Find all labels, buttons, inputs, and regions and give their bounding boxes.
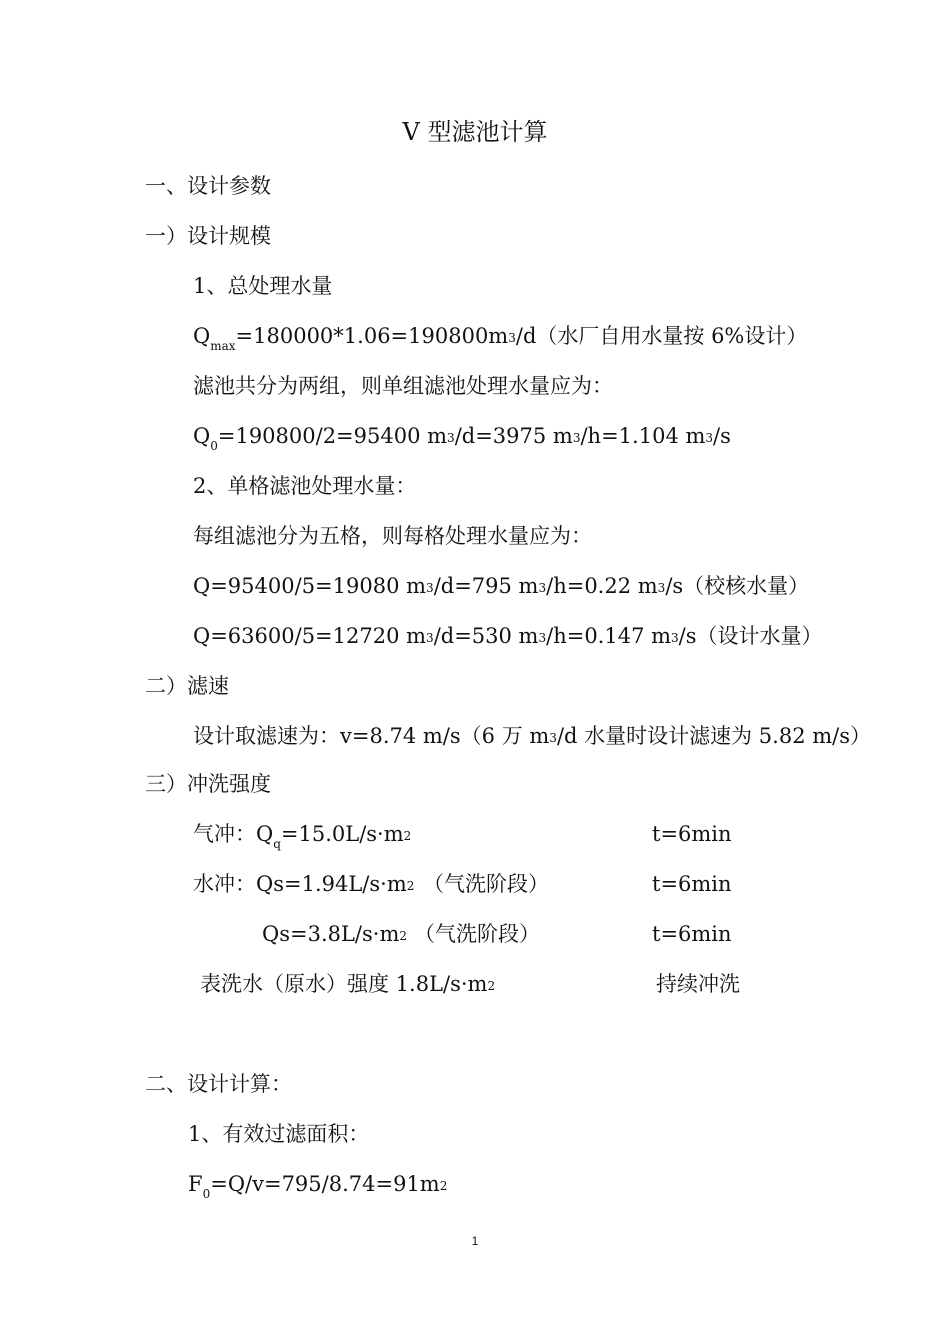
formula-f0: $F_0=Q/v=795/8.74=91m2$ [188,1172,448,1201]
text-design-speed: 设计取滤速为：v=8.74 m/s（6 万 m3/d 水量时设计滤速为 5.82 m/s） [193,724,872,748]
duration-air-wash: t=6min [652,822,732,846]
item-single-cell-flow: 2、单格滤池处理水量： [193,474,417,498]
duration-water-wash-1: t=6min [652,872,732,896]
row-water-wash-2: Qs=3.8L/s·m2 [262,922,408,946]
subsection-backwash-intensity: 三）冲洗强度 [145,772,271,796]
item-total-flow: 1、总处理水量 [193,274,333,298]
formula-q-check: Q=95400/5=19080 m3/d=795 m3/h=0.22 m3/s（校核水量） [193,574,810,598]
section-heading-design-parameters: 一、设计参数 [145,174,271,198]
formula-q-design: Q=63600/5=12720 m3/d=530 m3/h=0.147 m3/s（设计水量） [193,624,823,648]
item-effective-area: 1、有效过滤面积： [188,1122,370,1146]
duration-water-wash-2: t=6min [652,922,732,946]
text-five-cells: 每组滤池分为五格，则每格处理水量应为： [193,524,592,548]
text-two-groups: 滤池共分为两组，则单组滤池处理水量应为： [193,374,613,398]
note-water-wash-1: （气洗阶段） [423,872,549,896]
formula-q0: $Q_0=190800/2=95400$ m3/d=3975 m3/h=1.104 m3/s [193,424,731,453]
note-water-wash-2: （气洗阶段） [414,922,540,946]
row-water-wash-1: 水冲：Qs=1.94L/s·m2 [193,872,415,896]
page-number: 1 [471,1234,479,1248]
row-surface-wash: 表洗水（原水）强度 1.8L/s·m2 [200,972,496,996]
row-air-wash: 气冲：$Q_q=15.0L/s\cdot m2$ [193,822,412,851]
duration-surface-wash: 持续冲洗 [656,972,740,996]
page-title: V 型滤池计算 [402,118,548,146]
subsection-filtration-rate: 二）滤速 [145,674,229,698]
section-heading-design-calculation: 二、设计计算： [145,1072,292,1096]
formula-qmax: $Q_{max}=180000*1.06=190800m3/d$（水厂自用水量按 6%设计） [193,324,808,353]
subsection-design-scale: 一）设计规模 [145,224,271,248]
